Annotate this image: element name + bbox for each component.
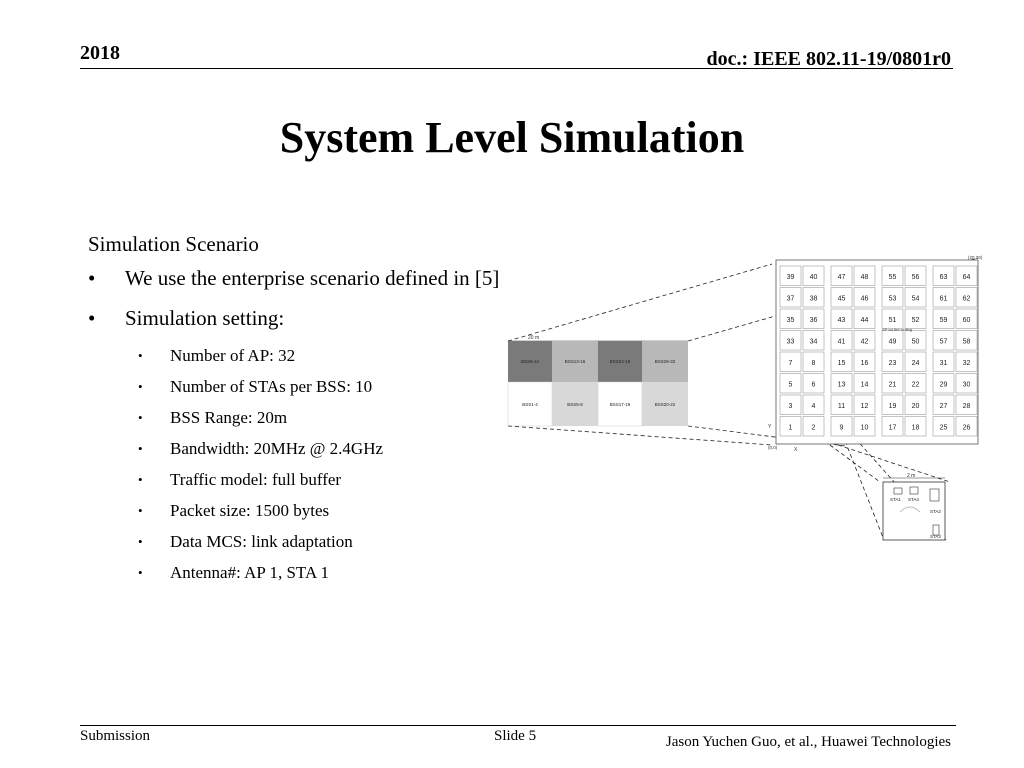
office-number: 13	[837, 381, 846, 389]
office-number: 8	[811, 359, 816, 367]
sta-label: STA1	[890, 497, 901, 502]
bullet-icon: •	[88, 306, 96, 330]
office-number: 4	[811, 402, 816, 410]
sta-label: STA4	[908, 497, 919, 502]
bss-grid-label: 20 m	[528, 335, 540, 341]
office-number: 5	[788, 381, 793, 389]
office-number: 29	[939, 381, 948, 389]
office-number: 46	[860, 295, 869, 303]
office-number: 40	[809, 273, 818, 281]
office-number: 33	[786, 338, 795, 346]
office-number: 61	[939, 295, 948, 303]
office-number: 43	[837, 316, 846, 324]
office-number: 42	[860, 338, 869, 346]
office-number: 20	[911, 402, 920, 410]
office-number: 54	[911, 295, 920, 303]
setting-item	[88, 407, 508, 429]
office-number: 16	[860, 359, 869, 367]
office-number: 14	[860, 381, 869, 389]
sta-label: STA2	[930, 509, 941, 514]
bullet-icon: •	[88, 266, 96, 290]
office-number: 57	[939, 338, 948, 346]
bss-label: BSS17-19	[609, 402, 631, 407]
office-number: 64	[962, 273, 971, 281]
office-number: 21	[888, 381, 897, 389]
office-number: 15	[837, 359, 846, 367]
floor-plan	[768, 255, 983, 453]
bullet-icon: •	[138, 534, 143, 549]
setting-item	[88, 469, 508, 491]
office-number: 47	[837, 273, 846, 281]
office-number: 31	[939, 359, 948, 367]
bullet-text: Simulation setting:	[125, 306, 285, 330]
header-doc-id: doc.: IEEE 802.11-19/0801r0	[706, 48, 951, 70]
setting-item	[88, 376, 508, 398]
bullet-icon: •	[138, 441, 143, 456]
office-number: 19	[888, 402, 897, 410]
ap-label: AP on the ceiling	[882, 327, 912, 332]
office-number: 6	[811, 381, 816, 389]
office-number: 52	[911, 316, 920, 324]
setting-text: Traffic model: full buffer	[170, 470, 342, 489]
office-number: 36	[809, 316, 818, 324]
footer-slide-number: Slide 5	[494, 728, 537, 744]
bss-label: BSS29-32	[654, 359, 676, 364]
office-number: 51	[888, 316, 897, 324]
office-number: 27	[939, 402, 948, 410]
setting-item	[88, 562, 508, 584]
setting-item	[88, 345, 508, 367]
room-dim-label: 2 m	[907, 473, 916, 479]
office-number: 59	[939, 316, 948, 324]
bullet-icon: •	[138, 565, 143, 580]
office-number: 28	[962, 402, 971, 410]
office-number: 26	[962, 424, 971, 432]
origin-label: (0,0)	[768, 445, 778, 450]
office-number: 35	[786, 316, 795, 324]
office-number: 53	[888, 295, 897, 303]
setting-text: Antenna#: AP 1, STA 1	[170, 563, 330, 582]
enterprise-scenario-diagram	[490, 250, 1000, 550]
office-number: 45	[837, 295, 846, 303]
bss-label: BSS1-4	[522, 402, 538, 407]
corner-label: (20,20)	[968, 255, 983, 260]
setting-text: Data MCS: link adaptation	[170, 532, 353, 551]
bullet-item	[88, 265, 508, 291]
office-number: 3	[788, 402, 793, 410]
office-number: 62	[962, 295, 971, 303]
office-number: 55	[888, 273, 897, 281]
header-divider	[80, 68, 953, 69]
axis-x-label: X	[794, 447, 798, 453]
footer-divider	[80, 725, 956, 726]
office-number: 37	[786, 295, 795, 303]
office-number: 11	[837, 402, 846, 410]
footer-author: Jason Yuchen Guo, et al., Huawei Technologies	[665, 734, 951, 750]
office-number: 63	[939, 273, 948, 281]
office-number: 48	[860, 273, 869, 281]
bullet-icon: •	[138, 348, 143, 363]
setting-text: Number of STAs per BSS: 10	[170, 377, 373, 396]
office-number: 7	[788, 359, 793, 367]
bss-grid	[508, 335, 688, 426]
office-number: 56	[911, 273, 920, 281]
bss-label: BSS24-18	[609, 359, 631, 364]
header-year: 2018	[80, 42, 120, 64]
bullet-icon: •	[138, 379, 143, 394]
bullet-icon: •	[138, 503, 143, 518]
sta-label: STA3	[930, 534, 941, 539]
office-number: 23	[888, 359, 897, 367]
bss-label: BSS9-12	[520, 359, 540, 364]
setting-item	[88, 438, 508, 460]
axis-y-label: Y	[768, 424, 772, 430]
scenario-heading: Simulation Scenario	[88, 232, 259, 256]
office-number: 38	[809, 295, 818, 303]
office-number: 41	[837, 338, 846, 346]
office-number: 39	[786, 273, 795, 281]
office-number: 22	[911, 381, 920, 389]
office-number: 9	[839, 424, 844, 432]
setting-text: BSS Range: 20m	[170, 408, 288, 427]
setting-text: Number of AP: 32	[170, 346, 296, 365]
office-number: 60	[962, 316, 971, 324]
office-number: 24	[911, 359, 920, 367]
office-number: 12	[860, 402, 869, 410]
setting-text: Packet size: 1500 bytes	[170, 501, 330, 520]
room-detail	[883, 473, 945, 540]
office-number: 1	[788, 424, 793, 432]
office-number: 18	[911, 424, 920, 432]
footer-submission: Submission	[80, 728, 151, 744]
slide-content	[88, 231, 508, 593]
bss-label: BSS20-22	[654, 402, 676, 407]
office-number: 2	[811, 424, 816, 432]
bss-label: BSS5-8	[567, 402, 583, 407]
office-number: 10	[860, 424, 869, 432]
slide-title: System Level Simulation	[279, 113, 745, 162]
setting-item	[88, 531, 508, 553]
office-number: 25	[939, 424, 948, 432]
bullet-text: We use the enterprise scenario defined in [5]	[125, 266, 500, 290]
office-number: 32	[962, 359, 971, 367]
bss-label: BSS13-16	[564, 359, 586, 364]
office-number: 44	[860, 316, 869, 324]
office-number: 58	[962, 338, 971, 346]
bullet-item	[88, 305, 508, 331]
bullet-icon: •	[138, 410, 143, 425]
office-number: 34	[809, 338, 818, 346]
setting-text: Bandwidth: 20MHz @ 2.4GHz	[170, 439, 384, 458]
office-number: 50	[911, 338, 920, 346]
office-number: 17	[888, 424, 897, 432]
bullet-icon: •	[138, 472, 143, 487]
office-number: 30	[962, 381, 971, 389]
setting-item	[88, 500, 508, 522]
office-number: 49	[888, 338, 897, 346]
